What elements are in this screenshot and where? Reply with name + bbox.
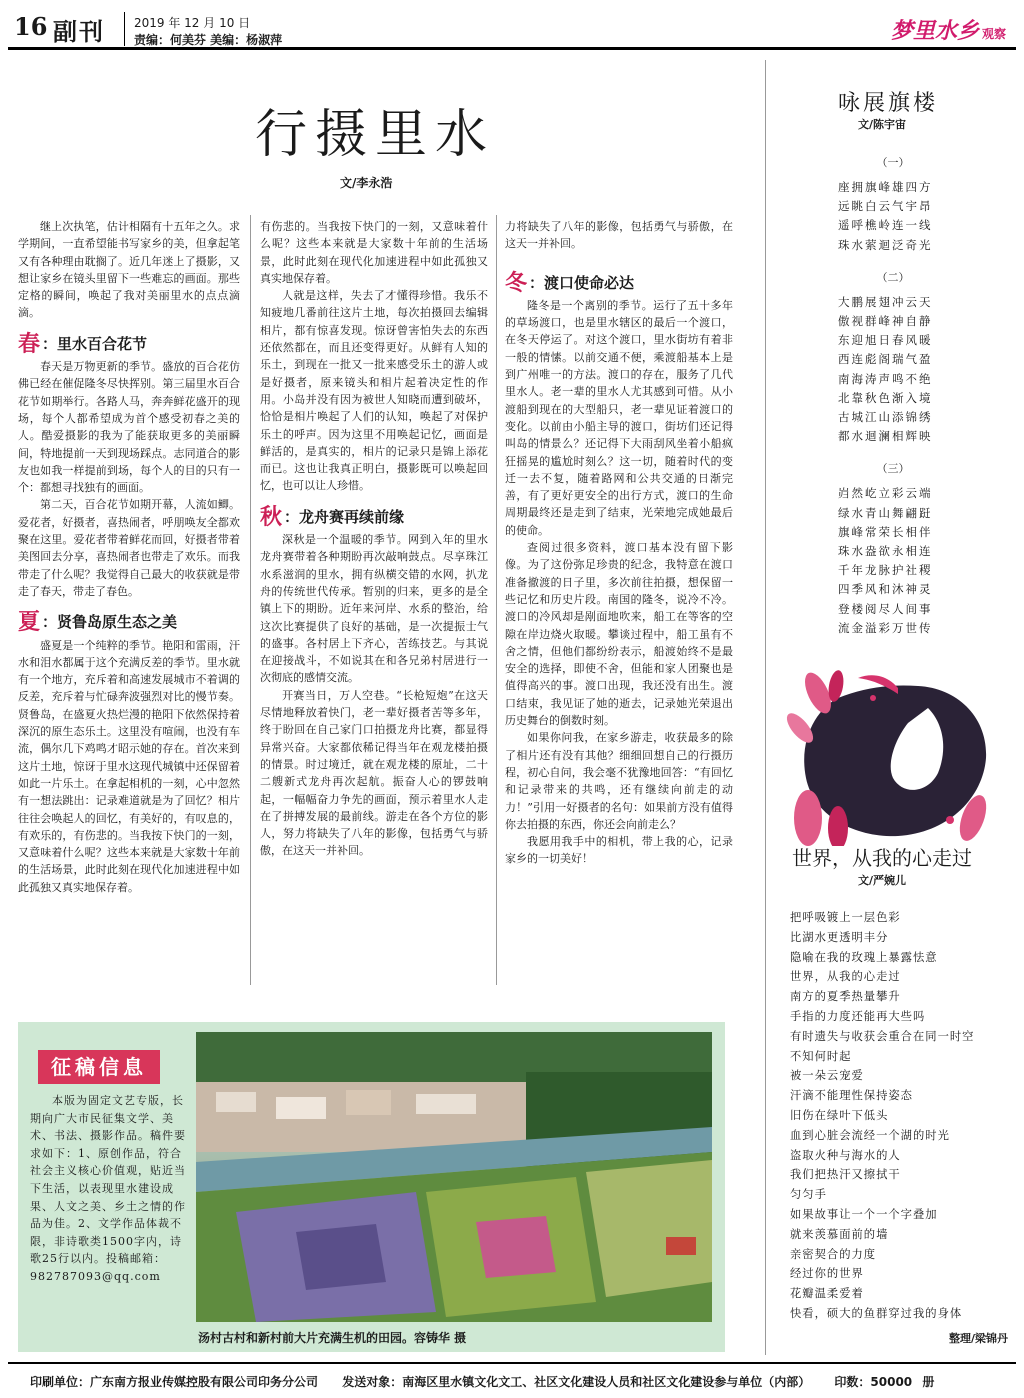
autumn-continued: 力将缺失了八年的影像，包括勇气与骄傲，在这天一并补回。 [505,220,733,251]
poem-line: 西连彪阁瑞气盈 [838,352,933,367]
poem-line: 千年龙脉护社稷 [838,563,933,578]
poem-line: 有时遗失与收获会重合在同一时空 [790,1029,975,1043]
section-title: 副刊 [53,17,105,46]
poem-line: 如果故事让一个一个字叠加 [790,1207,938,1221]
spring-mark: 春 [18,330,41,357]
poem-line: 东迎旭日春风暖 [838,333,933,348]
poem1-body [838,140,948,638]
poem2-editor: 整理/梁锦丹 [948,1332,1008,1345]
poem-line: 手指的力度还能再大些吗 [790,1009,926,1023]
poem2-author: 文/严婉儿 [858,874,907,887]
poem-line: 快看，硕大的鱼群穿过我的身体 [790,1306,963,1320]
poem-line: 珠水盎欲永相连 [838,544,933,559]
poem-line: 旗峰常荣长相伴 [838,524,933,539]
poem-line: 南海涛声鸣不绝 [838,371,933,386]
section-summer-heading [18,609,240,636]
issue-date: 2019 年 12 月 10 日 [134,16,251,30]
poem-line: 血到心脏会流经一个湖的时光 [790,1128,950,1142]
footer-printer: 印刷单位：广东南方报业传媒控股有限公司印务分公司 [30,1375,319,1389]
winter-paragraph: 隆冬是一个离别的季节。运行了五十多年的草场渡口，也是里水辖区的最后一个渡口，在冬天停运了。对这个渡口，里水街坊有着非一般的情愫。以前交通不便，乘渡船基本上是到广州唯一的方法。渡口的存在，服务了几代里水人。老一辈的里水人尤其感到可惜。从小渡船到现在的大型船只，老一辈见证着渡口的变化。以前由小船主导的渡口，街坊们还记得叫岛的情景么？还记得下大雨刮风坐着小船疯狂摇晃的尴尬时刻么？这一切，随着时代的变迁一去不复，随着路网和公共交通的日渐完善，有了更好更安全的出行方式，渡口的生命周期最终还是走到了结束，光荣地完成她最后的使命。 [505,298,733,537]
article-title: 行摄里水 [255,105,496,165]
summer-continued: 有伤悲的。当我按下快门的一刻，又意味着什么呢？这些本来就是大家数十年前的生活场景，此时此刻在现代化加速进程中如此孤独又真实地保存着。 [260,220,488,285]
photo-caption: 汤村古村和新村前大片充满生机的田园。容铸华 摄 [198,1331,467,1345]
column-divider [496,215,497,985]
poem-line: 亲密契合的力度 [790,1247,877,1261]
column-divider [250,215,251,985]
stanza-heading: （一） [876,156,910,169]
summer-title: ：贤鲁岛原生态之美 [42,613,178,632]
poem-line: 傲视群峰神自静 [838,314,933,329]
poem-line: 就来羡慕面前的墙 [790,1227,889,1241]
poem-line: 四季风和沐神灵 [838,582,933,597]
poem-line: 岿然屹立彩云端 [838,486,933,501]
section-winter-heading [505,269,733,296]
header-divider [124,12,125,46]
summer-paragraph: 盛夏是一个纯粹的季节。艳阳和雷雨，汗水和泪水都属于这个充满反差的季节。里水就有一个地方，充斥着和高速发展城市不着调的反差，充斥着与忙碌奔波强烈对比的慢节奏。贤鲁岛，在盛夏火热烂漫的艳阳下依然保持着深沉的原生态乐土。这里没有喧闹，也没有车流，偶尔几下鸡鸣才昭示她的存在。首次来到这片土地，惊讶于里水这现代城镇中还保留着如此一片乐土。在拿起相机的一刻，心中忽然有一想法跳出：记录难道就是为了回忆？相片往往会唤起人的回忆，有美好的，有叹息的，有欢乐的，有伤悲的。当我按下快门的一刻，又意味着什么呢？这些本来就是大家数十年前的生活场景，此时此刻在现代化加速进程中如此孤独又真实地保存着。 [18,638,240,894]
poem-line: 不知何时起 [790,1049,852,1063]
spring-paragraph: 春天是万物更新的季节。盛放的百合花仿佛已经在催促隆冬尽快挥别。第三届里水百合花节如期举行。各路人马，奔奔鲜花盛开的现场，每个人都希望成为首个感受初春之美的人。酷爱摄影的我为了能获取更多的美丽瞬间，特地提前一天到现场踩点。志同道合的影友也如我一样提前到场，每个人的目的只有一个：都想寻找独有的画面。 [18,360,240,495]
winter-mark: 冬 [505,269,528,296]
poem-line: 花瓣温柔爱着 [790,1287,864,1301]
poem1-author: 文/陈宇宙 [858,118,907,131]
poem-line: 被一朵云宠爱 [790,1069,864,1083]
woman-silhouette-illustration [778,668,998,846]
masthead-title: 梦里水乡 [890,18,979,44]
stanza-heading: （三） [876,462,910,476]
stanza-heading: （二） [876,270,910,284]
poem-line: 遥呼樵岭连一线 [838,218,933,233]
poem-line: 把呼吸镀上一层色彩 [790,911,901,924]
poem-line: 大鹏展翅冲云天 [838,294,933,309]
winter-paragraph: 查阅过很多资料，渡口基本没有留下影像。为了这份弥足珍贵的纪念，我特意在渡口准备撤渡的日子里，多次前往拍摄，想保留一些记忆和历史片段。南国的隆冬，说冷不冷。渡口的冷风却是剐面地吹来，船工在等客的空隙在岸边烧火取暖。攀谈过程中，船工虽有不舍之情，但他们都纷纷表示，船渡始终不是最安全的选择，即使不舍，但能和家人团聚也是值得高兴的事。渡口出现，我还没有出生。渡口结束，我见证了她的逝去，记录她光荣退出历史舞台的倒数时刻。 [505,541,733,728]
poem-line: 座拥旗峰雄四方 [838,180,933,194]
winter-paragraph: 我愿用我手中的相机，带上我的心，记录家乡的一切美好！ [505,835,733,866]
poem-line: 流金溢彩万世传 [838,620,933,635]
column-divider [765,60,766,1355]
autumn-paragraph: 开赛当日，万人空巷。“长枪短炮”在这天尽情地释放着快门，老一辈好摄者苦等多年，终于盼回在自己家门口拍摄龙舟比赛，都显得异常兴奋。大家都依稀记得当年在观龙楼拍摄的情景。时过境迁，就在观龙楼的原址，二十二艘新式龙舟再次起航。振奋人心的锣鼓响起，一幅幅奋力争先的画面，预示着里水人走在了拼搏发展的最前线。游走在各个方位的影人，努力将缺失了八年的影像，包括勇气与骄傲，在这天一并补回。 [260,688,488,858]
summer-paragraph: 人就是这样，失去了才懂得珍惜。我乐不知疲地几番前往这片土地，每次拍摄回去编辑相片，都有惊喜发现。惊讶曾害怕失去的东西还依然都在，而且还变得更好。从鲜有人知的乐土，到现在一批又一批来感受乐土的游人或是好摄者，原来镜头和相片起着决定性的作用。小岛并没有因为被世人知晓而遭到破坏，恰恰是相片唤起了人们的认知，唤起了对保护乐土的呼声。因为这里不用唤起记忆，画面是鲜活的，是真实的，相片的记录只是锦上添花而已。这也让我真正明白，摄影既可以唤起回忆，也可以让人珍惜。 [260,289,488,493]
masthead-sub: 观察 [981,27,1006,41]
poem-line: 盗取火种与海水的人 [790,1148,901,1162]
intro-paragraph: 继上次执笔，估计相隔有十五年之久。求学期间，一直希望能书写家乡的美，但拿起笔又有各种理由耽搁了。近几年迷上了摄影，又想让家乡在镜头里留下一些难忘的画面。那些定格的瞬间，唤起了我对美丽里水的点点滴滴。 [18,220,240,320]
spring-paragraph: 第二天，百合花节如期开幕，人流如鲫。爱花者，好摄者，喜热闹者，呼朋唤友全都欢聚在这里。爱花者带着鲜花而回，好摄者带着美图回去分享，喜热闹者也带走了欢乐。而我带走了什么呢？我觉得自己最大的收获就是带走了春天，带走了春色。 [18,498,240,598]
poem-line: 经过你的世界 [790,1267,864,1281]
poem-line: 隐喻在我的玫瑰上暴露怯意 [790,950,938,964]
autumn-title: ：龙舟赛再续前缘 [284,507,405,526]
poem2-title: 世界，从我的心走过 [792,846,972,870]
poem-line: 珠水萦迴泛奇光 [838,237,933,252]
poem-line: 古城江山添锦绣 [838,410,933,425]
masthead [891,14,1006,45]
poem-line: 我们把热汗又擦拭干 [790,1168,901,1182]
poem-line: 世界，从我的心走过 [790,970,901,984]
footer-recipients: 发送对象：南海区里水镇文化文工、社区文化建设人员和社区文化建设参与单位（内部） [342,1375,811,1389]
summer-mark: 夏 [18,609,41,636]
poem-line: 匀匀手 [790,1188,827,1202]
article-column-3 [505,218,733,868]
page-number: 16 [14,12,48,41]
poem-line: 北靠秋色渐入境 [838,390,933,405]
village-aerial-photo [196,1032,712,1322]
winter-paragraph: 如果你问我，在家乡游走，收获最多的除了相片还有没有其他？细细回想自己的行摄历程，初心自问，我会毫不犹豫地回答：“有回忆和记录带来的共鸣，还有继续向前走的动力！”引用一好摄者的名句：如果前方没有值得你去拍摄的东西，你还会向前走么？ [505,731,733,831]
poem-line: 远眺白云气宇昂 [838,199,933,214]
footer [30,1373,948,1390]
footer-copies: 印数：50000 册 [834,1375,935,1389]
notice-body [30,1092,188,1286]
poem-line: 都水迴澜相辉映 [838,429,933,444]
article-author: 文/李永浩 [340,176,393,190]
spring-title: ：里水百合花节 [42,334,148,353]
poem-line: 绿水青山舞翩跹 [838,505,933,520]
winter-title: ：渡口使命必达 [529,273,635,292]
poem-line: 南方的夏季热量攀升 [790,990,901,1004]
poem2-body [790,908,1015,1324]
poem-line: 旧伤在绿叶下低头 [790,1108,889,1122]
notice-paragraph: 本版为固定文艺专版，长期向广大市民征集文学、美术、书法、摄影作品。稿件要求如下：1、原创作品，符合社会主义核心价值观，贴近当下生活，以表现里水建设成果、人文之美、乡土之情的作品为佳。2、文学作品体裁不限，非诗歌类1500字内，诗歌25行以内。投稿邮箱：982787093@qq.com [30,1094,186,1283]
autumn-paragraph: 深秋是一个温暖的季节。网到入年的里水龙舟赛带着各种期盼再次敲响鼓点。尽享珠江水系滋润的里水，拥有纵横交错的水网，扒龙舟的传统世代传承。暂别的归来，更多的是全镇上下的期盼。近年来河岸、水系的整治，给这次比赛提供了良好的基础，是一次提振士气的盛事。各村居上下齐心，苦练技艺。与其说在迎接战斗，不如说其在和各兄弟村居进行一次彻底的感情交流。 [260,533,488,685]
poem-line: 比湖水更透明丰分 [790,930,889,944]
section-autumn-heading [260,503,488,530]
section-spring-heading [18,330,240,357]
editors-line: 责编：何美芬 美编：杨淑萍 [134,33,283,47]
article-column-2 [260,218,488,913]
notice-title: 征稿信息 [38,1050,160,1084]
article-column-1 [18,218,240,899]
poem-line: 汗滴不能理性保持姿态 [790,1089,913,1103]
poem-line: 登楼阅尽人间事 [838,601,933,616]
header-rule [8,47,1016,50]
autumn-mark: 秋 [260,503,283,530]
poem1-title: 咏展旗楼 [838,91,939,116]
footer-rule [8,1362,1016,1364]
